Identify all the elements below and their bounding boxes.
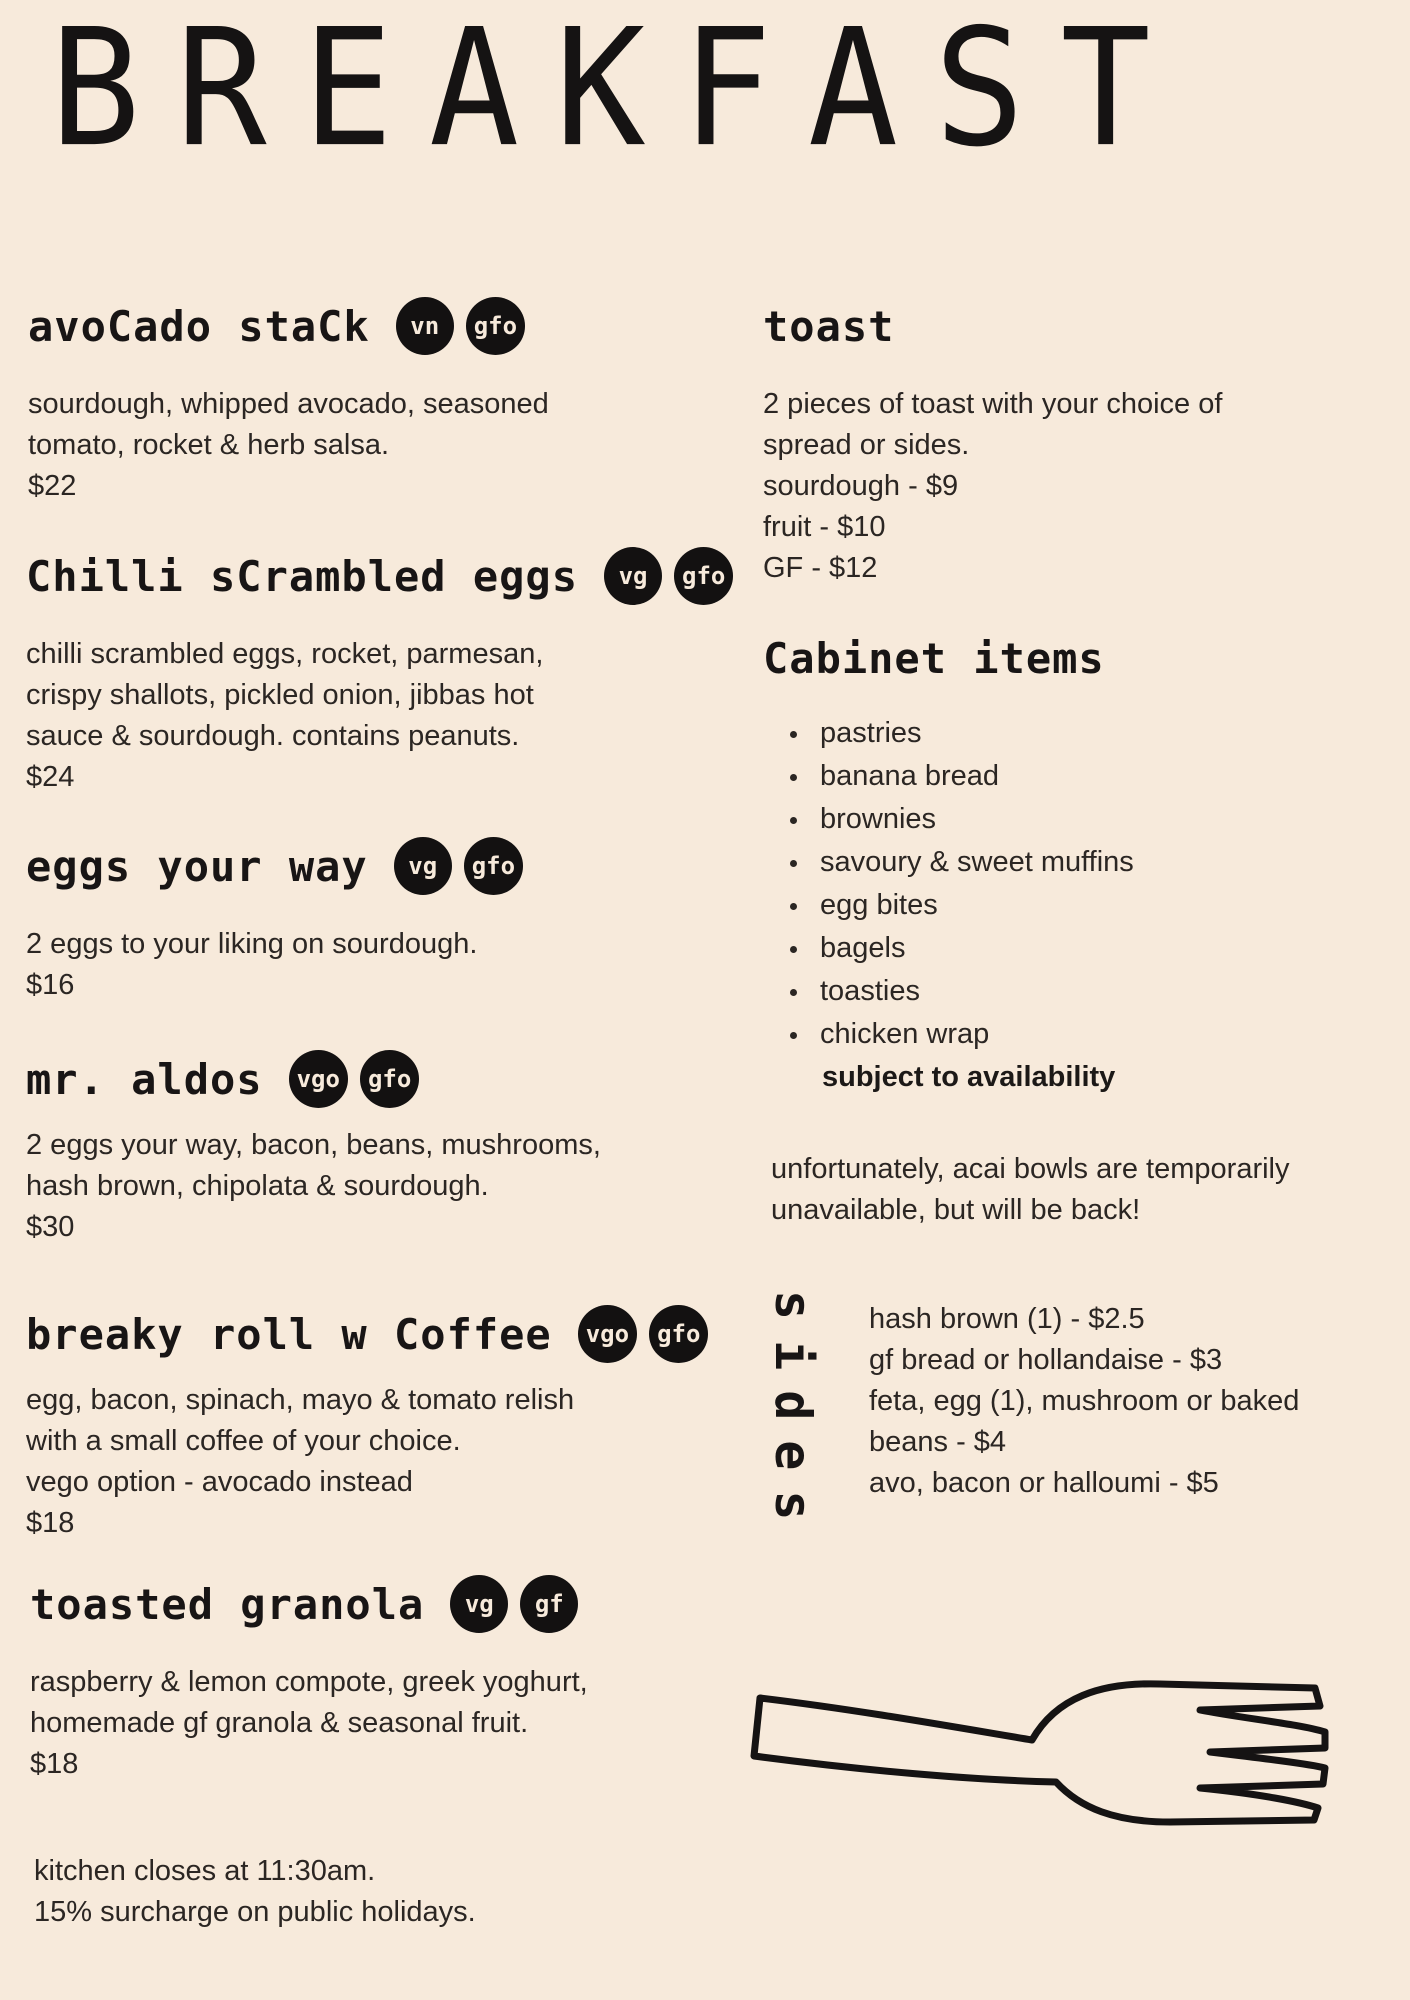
menu-item-breaky-roll bbox=[26, 1302, 708, 1544]
item-price: $22 bbox=[28, 470, 77, 502]
footer-note: kitchen closes at 11:30am. 15% surcharge on public holidays. bbox=[34, 1855, 476, 1928]
item-name: avoCado staCk bbox=[28, 301, 370, 351]
list-item: bagels bbox=[790, 927, 1134, 970]
item-price: fruit - $10 bbox=[763, 511, 886, 543]
list-item: brownies bbox=[790, 798, 1134, 841]
side-item: gf bread or hollandaise - $3 bbox=[869, 1344, 1223, 1376]
menu-item-eggs-your-way bbox=[26, 834, 523, 1006]
menu-item-avocado-stack bbox=[28, 294, 549, 507]
item-price: $18 bbox=[26, 1507, 75, 1539]
dietary-badge: vg bbox=[604, 547, 662, 605]
dietary-badge: gfo bbox=[649, 1305, 708, 1363]
item-price: GF - $12 bbox=[763, 552, 878, 584]
item-name: mr. aldos bbox=[26, 1054, 263, 1104]
dietary-badge: gfo bbox=[464, 837, 523, 895]
menu-item-toast bbox=[763, 294, 1222, 589]
item-price: $18 bbox=[30, 1748, 79, 1780]
menu-item-chilli-scrambled-eggs bbox=[26, 544, 733, 798]
menu-item-mr-aldos bbox=[26, 1047, 601, 1248]
availability-note: subject to availability bbox=[822, 1061, 1116, 1093]
menu-item-toasted-granola bbox=[30, 1572, 588, 1785]
sides-label: sides bbox=[764, 1290, 822, 1541]
list-item: banana bread bbox=[790, 755, 1134, 798]
dietary-badge: vn bbox=[396, 297, 454, 355]
item-price: $16 bbox=[26, 969, 75, 1001]
list-item: savoury & sweet muffins bbox=[790, 841, 1134, 884]
item-description: 2 pieces of toast with your choice of spread or sides. sourdough - $9 fruit - $10 GF - $12 bbox=[763, 384, 1222, 589]
item-price: sourdough - $9 bbox=[763, 470, 959, 502]
dietary-badge: vgo bbox=[289, 1050, 348, 1108]
dietary-badge: gf bbox=[520, 1575, 578, 1633]
cabinet-items-section bbox=[763, 626, 1134, 1098]
dietary-badge: vg bbox=[450, 1575, 508, 1633]
dietary-badge: gfo bbox=[466, 297, 525, 355]
cabinet-list bbox=[790, 712, 1134, 1056]
item-name: toast bbox=[763, 301, 895, 351]
item-name: eggs your way bbox=[26, 841, 368, 891]
item-description: egg, bacon, spinach, mayo & tomato relish with a small coffee of your choice. vego option - avocado instead $18 bbox=[26, 1380, 708, 1544]
item-name: Chilli sCrambled eggs bbox=[26, 551, 579, 601]
item-description: 2 eggs your way, bacon, beans, mushrooms, hash brown, chipolata & sourdough. $30 bbox=[26, 1125, 601, 1248]
fork-icon bbox=[740, 1670, 1340, 1840]
dietary-badge: vg bbox=[394, 837, 452, 895]
dietary-badge: vgo bbox=[578, 1305, 637, 1363]
item-description: 2 eggs to your liking on sourdough. $16 bbox=[26, 924, 523, 1006]
list-item: pastries bbox=[790, 712, 1134, 755]
list-item: chicken wrap bbox=[790, 1013, 1134, 1056]
item-price: $24 bbox=[26, 761, 75, 793]
item-description: sourdough, whipped avocado, seasoned tomato, rocket & herb salsa. $22 bbox=[28, 384, 549, 507]
item-name: toasted granola bbox=[30, 1579, 425, 1629]
sides-list bbox=[869, 1299, 1299, 1504]
side-item: hash brown (1) - $2.5 bbox=[869, 1303, 1145, 1335]
list-item: egg bites bbox=[790, 884, 1134, 927]
list-item: toasties bbox=[790, 970, 1134, 1013]
item-description: chilli scrambled eggs, rocket, parmesan, crispy shallots, pickled onion, jibbas hot sauce & sourdough. contains peanuts. $24 bbox=[26, 634, 733, 798]
acai-notice: unfortunately, acai bowls are temporarily unavailable, but will be back! bbox=[771, 1153, 1290, 1226]
dietary-badge: gfo bbox=[674, 547, 733, 605]
side-item: beans - $4 bbox=[869, 1426, 1007, 1458]
item-name: breaky roll w Coffee bbox=[26, 1309, 552, 1359]
item-price: $30 bbox=[26, 1211, 75, 1243]
item-description: raspberry & lemon compote, greek yoghurt, homemade gf granola & seasonal fruit. $18 bbox=[30, 1662, 588, 1785]
side-item: feta, egg (1), mushroom or baked bbox=[869, 1385, 1300, 1417]
menu-title: BREAKFAST bbox=[50, 0, 1187, 183]
side-item: avo, bacon or halloumi - $5 bbox=[869, 1467, 1219, 1499]
dietary-badge: gfo bbox=[360, 1050, 419, 1108]
section-heading: Cabinet items bbox=[763, 633, 1105, 683]
